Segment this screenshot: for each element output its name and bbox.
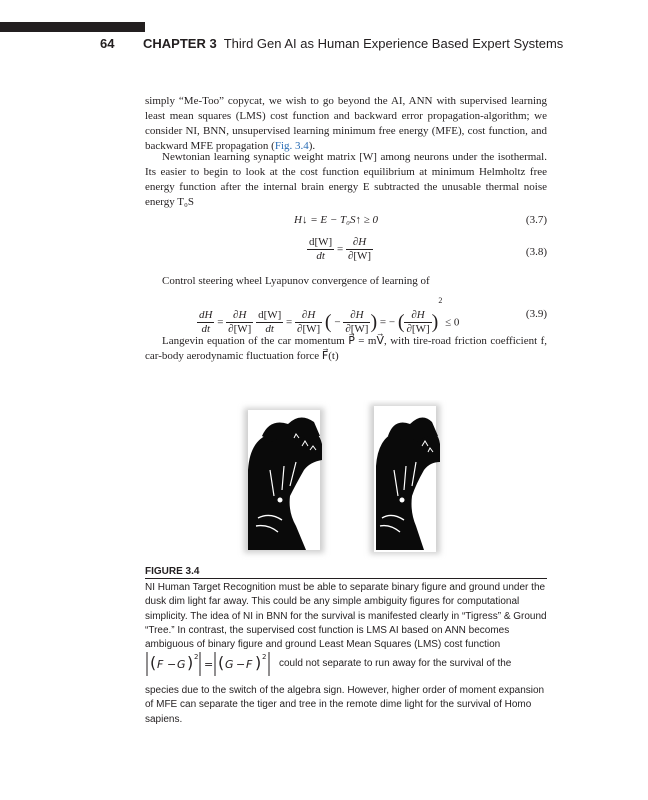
svg-text:G: G [177, 658, 186, 671]
caption-equation [145, 650, 547, 678]
figure-panel-left [244, 408, 324, 553]
chapter-label: CHAPTER 3 [143, 36, 217, 51]
svg-text:2: 2 [194, 653, 199, 661]
figure-reference-link[interactable]: Fig. 3.4 [274, 140, 309, 152]
chapter-name: Third Gen AI as Human Experience Based Expert Systems [223, 36, 564, 51]
chapter-title [143, 36, 563, 51]
equation-3-9-number: (3.9) [525, 308, 547, 320]
svg-text:): ) [255, 653, 262, 672]
svg-text:−: − [167, 658, 177, 671]
page-number: 64 [100, 36, 115, 51]
svg-text:(: ( [218, 653, 225, 672]
svg-text:−: − [236, 658, 246, 671]
svg-text:2: 2 [262, 653, 267, 661]
caption-equation-tail: could not separate to run away for the survival of the [279, 658, 512, 669]
equation-3-9 [145, 296, 547, 335]
svg-text:): ) [187, 653, 194, 672]
svg-text:G: G [225, 658, 234, 671]
header-bar [0, 22, 145, 32]
figure-caption-part-1: NI Human Target Recognition must be able to separate binary figure and ground under the dusk dim light far away. This could be any simple ambiguity figures for computational simplicity. The idea of NI in BNN for the survival is manifested clearly in “Tigress” & Ground “Tree.” In contrast, the supervised cost function is LMS AI based on ANN becomes ambiguous of binary figure and ground Least Mean Squares (LMS) cost function [145, 582, 547, 651]
caption-rule [145, 578, 547, 579]
paragraph-4: Langevin equation of the car momentum P⃗ = mV⃗, with tire-road friction coefficient f, car-body aerodynamic fluctuation force F⃗(t) [145, 335, 547, 362]
paragraph-1: simply “Me-Too” copycat, we wish to go beyond the AI, ANN with supervised learning least mean squares (LMS) cost function and backward error propagation-algorithm; we consider NI, BNN, unsupervised learning minimum free energy (MFE), cost function, and backward MFE propagation (Fig. 3.4). [145, 95, 547, 152]
figure-caption-part-2: species due to the switch of the algebra sign. However, higher order of moment expansion of MFE can separate the tiger and tree in the remote dime light for the survival of Homo sapiens. [145, 685, 545, 725]
svg-text:=: = [204, 658, 214, 671]
equation-3-7-number: (3.7) [525, 214, 547, 226]
equation-3-8-body: $\frac{d[W]}{dt}$ = $\frac{\partial H}{\partial[W]}$ [309, 236, 372, 262]
equation-3-8-number: (3.8) [525, 246, 547, 258]
svg-text:F: F [157, 658, 164, 671]
equation-3-8 [145, 236, 547, 270]
figure-panel-right [370, 404, 440, 554]
equation-3-7 [145, 214, 547, 226]
caption-equation-formula [145, 650, 277, 678]
paragraph-2: Newtonian learning synaptic weight matrix [W] among neurons under the isothermal. Its easier to begin to look at the cost function equilibrium at minimum Helmholtz free energy function after the internal brain energy E subtracted the unusable thermal noise energy T₀S [145, 151, 547, 208]
tiger-tree-ambiguity-figure [210, 400, 450, 560]
equation-3-9-body: $\frac{dH}{dt}$ = $\frac{\partial H}{\partial[W]}$ $\frac{d[W]}{dt}$ = $\frac{\partial H}{\partial[W]}$ ( − $\frac{\partial H}{\partial[W]}$ ) = − ( $\frac{\partial H}{\partial[W]}$ )$^2$ ≤ 0 [199, 296, 460, 335]
equation-3-7-body: H↓ = E − T₀S↑ ≥ 0 [294, 214, 378, 226]
paragraph-3: Control steering wheel Lyapunov convergence of learning of [162, 275, 430, 287]
running-header [0, 36, 648, 56]
svg-text:F: F [246, 658, 253, 671]
figure-label: FIGURE 3.4 [145, 566, 200, 577]
svg-text:(: ( [150, 653, 157, 672]
